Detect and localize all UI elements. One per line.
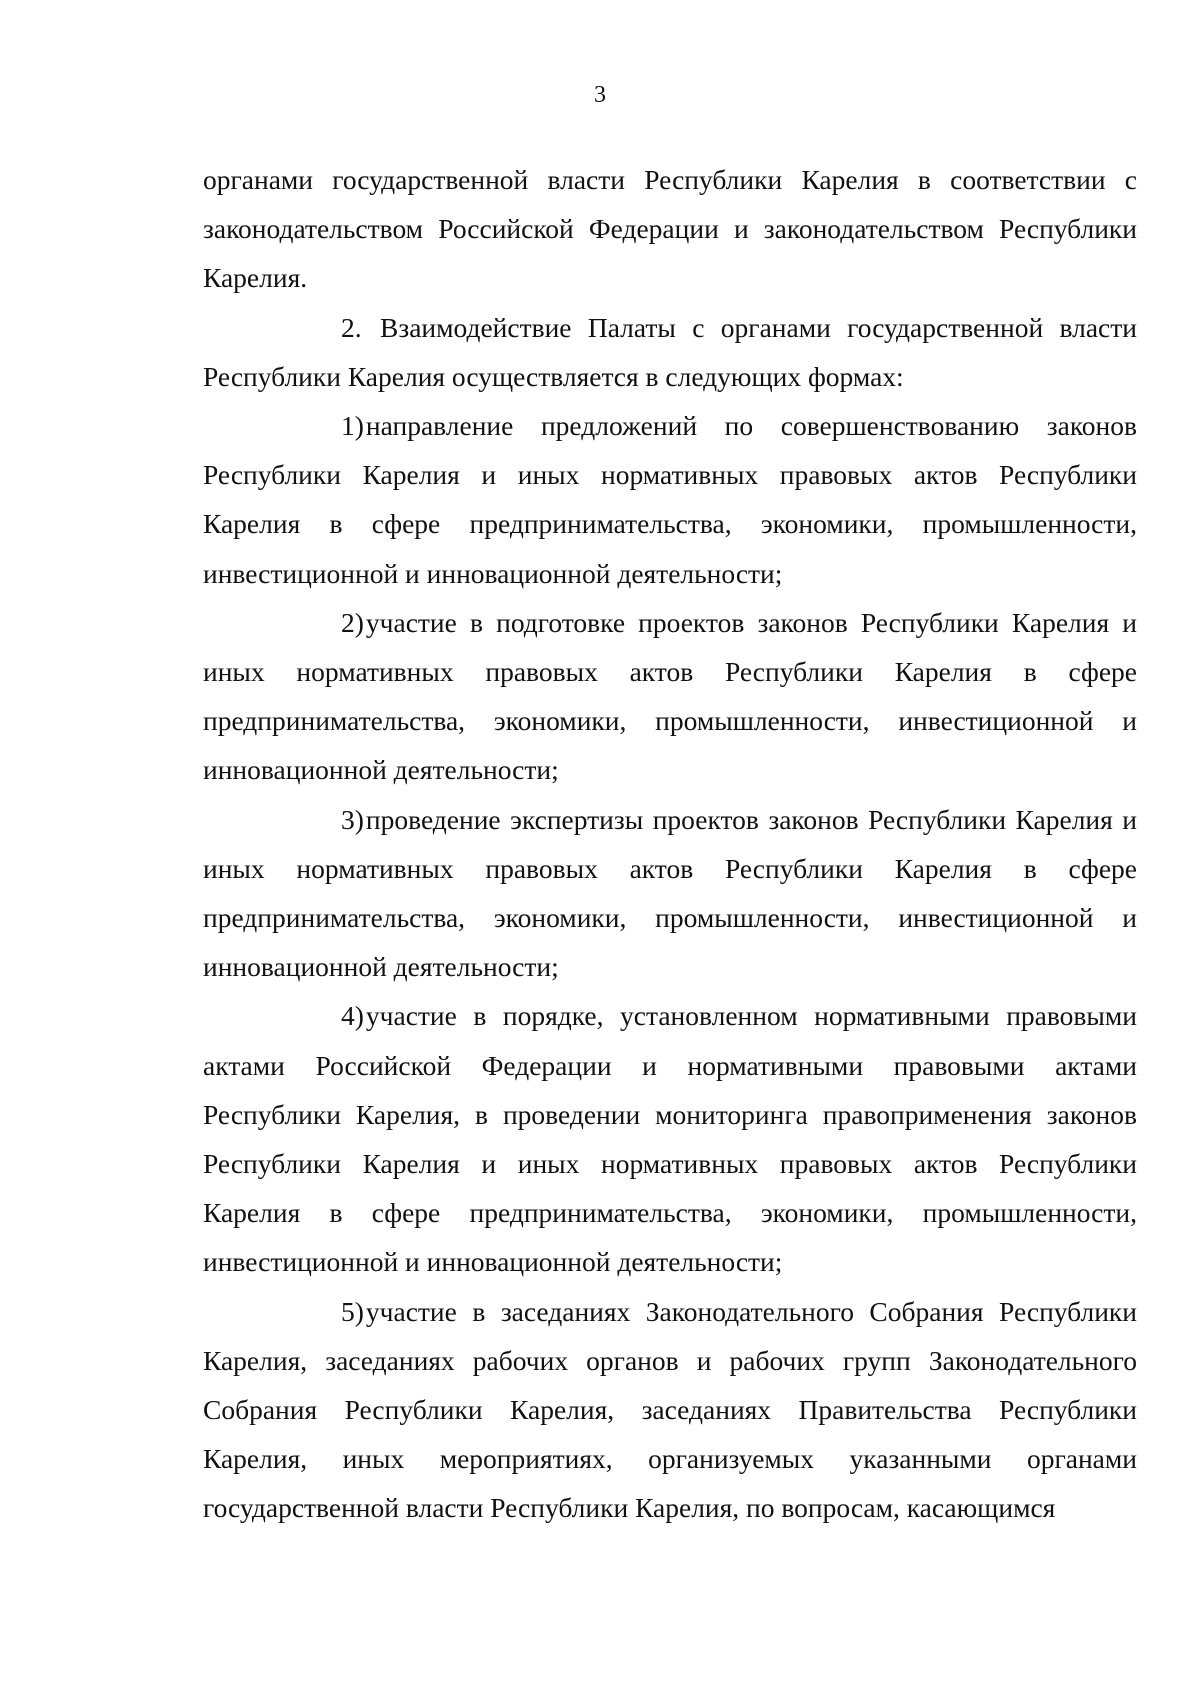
paragraph-text: органами государственной власти Республики Карелия в соответствии с законодательством Российской Федерации и законодательством Республики Карелия.: [203, 164, 1137, 294]
list-item-number: 1): [341, 410, 364, 442]
list-item-text: участие в подготовке проектов законов Республики Карелия и иных нормативных правовых актов Республики Карелия в сфере предпринимательства, экономики, промышленности, инвестиционной и инновационной деятельности;: [203, 606, 1137, 786]
list-item-number: 3): [341, 803, 364, 835]
document-body: [203, 155, 1137, 1533]
list-item-number: 2): [341, 606, 364, 638]
list-item-2: [203, 598, 1137, 795]
list-item-number: 5): [341, 1295, 364, 1327]
list-item-number: 4): [341, 1000, 364, 1032]
paragraph-text: Взаимодействие Палаты с органами государственной власти Республики Карелия осуществляется в следующих формах:: [203, 311, 1137, 392]
list-item-text: проведение экспертизы проектов законов Республики Карелия и иных нормативных правовых актов Республики Карелия в сфере предпринимательства, экономики, промышленности, инвестиционной и инновационной деятельности;: [203, 803, 1137, 983]
paragraph-number: 2.: [341, 311, 362, 343]
list-item-text: участие в порядке, установленном нормативными правовыми актами Российской Федерации и нормативными правовыми актами Республики Карелия, в проведении мониторинга правоприменения законов Республики Карелия и иных нормативных правовых актов Республики Карелия в сфере предпринимательства, экономики, промышленности, инвестиционной и инновационной деятельности;: [203, 1000, 1137, 1278]
list-item-5: [203, 1287, 1137, 1533]
list-item-4: [203, 991, 1137, 1286]
paragraph-continuation: [203, 155, 1137, 303]
paragraph-section-2: [203, 303, 1137, 401]
list-item-text: направление предложений по совершенствованию законов Республики Карелия и иных нормативных правовых актов Республики Карелия в сфере предпринимательства, экономики, промышленности, инвестиционной и инновационной деятельности;: [203, 410, 1137, 589]
page-number: 3: [594, 82, 606, 108]
list-item-text: участие в заседаниях Законодательного Собрания Республики Карелия, заседаниях рабочих органов и рабочих групп Законодательного Собрания Республики Карелия, заседаниях Правительства Республики Карелия, иных мероприятиях, организуемых указанными органами государственной власти Республики Карелия, по вопросам, касающимся: [203, 1295, 1137, 1524]
list-item-1: [203, 401, 1137, 598]
list-item-3: [203, 795, 1137, 992]
